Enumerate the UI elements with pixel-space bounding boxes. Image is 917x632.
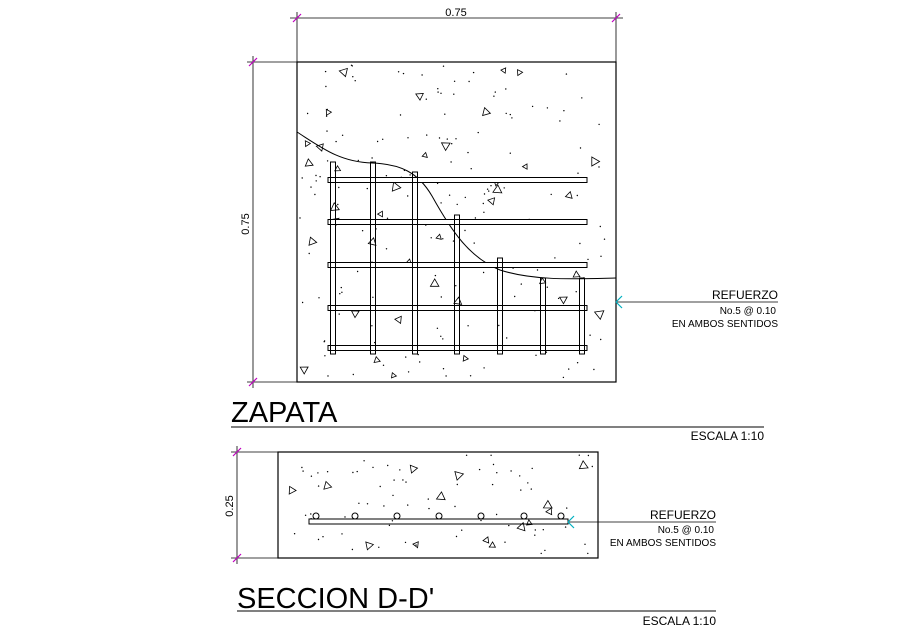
stipple-dot	[467, 325, 468, 326]
stipple-dot	[317, 472, 318, 473]
stipple-dot	[444, 114, 445, 115]
stipple-dot	[467, 152, 468, 153]
stipple-dot	[449, 195, 450, 196]
stipple-dot	[335, 141, 336, 142]
stipple-dot	[362, 230, 363, 231]
stipple-dot	[325, 71, 326, 72]
stipple-dot	[352, 76, 353, 77]
stipple-dot	[302, 302, 303, 303]
callout-spacing: No.5 @ 0.10	[719, 306, 776, 317]
stipple-dot	[398, 71, 399, 72]
stipple-dot	[392, 495, 393, 496]
rebar-callout	[616, 288, 778, 330]
stipple-dot	[457, 484, 458, 485]
stipple-dot	[598, 124, 599, 125]
stipple-dot	[358, 503, 359, 504]
aggregate-triangle	[326, 109, 331, 115]
rebar-cross-section	[521, 513, 527, 519]
stipple-dot	[581, 97, 582, 98]
stipple-dot	[547, 287, 548, 288]
stipple-dot	[532, 468, 533, 469]
stipple-dot	[598, 166, 599, 167]
stipple-dot	[428, 508, 429, 509]
aggregate-triangle	[595, 311, 604, 320]
rebar-cross-section	[313, 513, 319, 519]
stipple-dot	[325, 86, 326, 87]
break-line	[297, 132, 616, 279]
stipple-dot	[357, 471, 358, 472]
stipple-dot	[551, 194, 552, 195]
rebar-horizontal	[328, 220, 587, 225]
stipple-dot	[315, 175, 316, 176]
stipple-dot	[580, 147, 581, 148]
aggregate-triangle	[566, 192, 573, 199]
stipple-dot	[405, 542, 406, 543]
stipple-dot	[294, 533, 295, 534]
stipple-dot	[584, 544, 585, 545]
stipple-dot	[339, 313, 340, 314]
aggregate-triangle	[366, 542, 374, 550]
stipple-dot	[604, 239, 605, 240]
stipple-dot	[577, 173, 578, 174]
stipple-dot	[566, 73, 567, 74]
stipple-dot	[483, 272, 484, 273]
stipple-dot	[519, 475, 520, 476]
stipple-dot	[453, 94, 454, 95]
stipple-dot	[327, 375, 328, 376]
rebar-cross-section	[558, 513, 564, 519]
stipple-dot	[437, 328, 438, 329]
stipple-dot	[484, 193, 485, 194]
stipple-dot	[415, 544, 416, 545]
stipple-dot	[386, 175, 387, 176]
stipple-dot	[337, 204, 338, 205]
section-height-label: 0.25	[224, 495, 236, 517]
stipple-dot	[372, 297, 373, 298]
stipple-dot	[302, 470, 303, 471]
stipple-dot	[521, 283, 522, 284]
stipple-dot	[455, 138, 456, 139]
stipple-dot	[327, 471, 328, 472]
stipple-dot	[439, 137, 440, 138]
stipple-dot	[383, 365, 384, 366]
section-callout-spacing: No.5 @ 0.10	[657, 525, 714, 536]
rebar-vertical	[331, 162, 336, 354]
rebar-cross-section	[394, 513, 400, 519]
stipple-dot	[450, 161, 451, 162]
stipple-dot	[468, 81, 469, 82]
stipple-dot	[454, 506, 455, 507]
stipple-dot	[493, 96, 494, 97]
section-concrete-hatch	[289, 455, 593, 555]
aggregate-triangle	[560, 297, 568, 304]
stipple-dot	[451, 143, 452, 144]
stipple-dot	[407, 195, 408, 196]
stipple-dot	[447, 138, 448, 139]
stipple-dot	[464, 230, 465, 231]
stipple-dot	[492, 484, 493, 485]
stipple-dot	[454, 81, 455, 82]
stipple-dot	[510, 470, 511, 471]
stipple-dot	[402, 479, 403, 480]
rebar-cross-section	[352, 513, 358, 519]
stipple-dot	[461, 530, 462, 531]
stipple-dot	[378, 547, 379, 548]
section-rebar-callout	[568, 508, 716, 549]
stipple-dot	[299, 217, 300, 218]
stipple-dot	[457, 204, 458, 205]
stipple-dot	[465, 197, 466, 198]
section-view	[224, 446, 716, 628]
stipple-dot	[326, 130, 327, 131]
section-title: SECCION D-D'	[237, 583, 435, 615]
stipple-dot	[389, 525, 390, 526]
stipple-dot	[372, 467, 373, 468]
stipple-dot	[392, 520, 393, 521]
stipple-dot	[302, 177, 303, 178]
aggregate-triangle	[309, 237, 317, 245]
stipple-dot	[431, 237, 432, 238]
stipple-dot	[440, 202, 441, 203]
stipple-dot	[453, 240, 454, 241]
stipple-dot	[510, 114, 511, 115]
aggregate-triangle	[339, 68, 347, 76]
stipple-dot	[352, 472, 353, 473]
stipple-dot	[483, 203, 484, 204]
aggregate-triangle	[305, 159, 313, 166]
section-scale: ESCALA 1:10	[642, 614, 716, 628]
rebar-horizontal	[328, 263, 587, 268]
aggregate-triangle	[546, 508, 552, 514]
section-callout-direction: EN AMBOS SENTIDOS	[609, 538, 716, 549]
stipple-dot	[307, 113, 308, 114]
stipple-dot	[576, 291, 577, 292]
stipple-dot	[543, 529, 544, 530]
stipple-dot	[316, 180, 317, 181]
aggregate-triangle	[454, 297, 462, 304]
stipple-dot	[437, 91, 438, 92]
stipple-dot	[353, 374, 354, 375]
stipple-dot	[568, 368, 569, 369]
aggregate-triangle	[368, 238, 376, 246]
stipple-dot	[488, 190, 489, 191]
stipple-dot	[377, 141, 378, 142]
stipple-dot	[483, 367, 484, 368]
callout-direction: EN AMBOS SENTIDOS	[671, 319, 778, 330]
aggregate-triangle	[463, 356, 468, 362]
stipple-dot	[419, 361, 420, 362]
rebar-vertical	[371, 162, 376, 354]
stipple-dot	[338, 187, 339, 188]
stipple-dot	[508, 525, 509, 526]
stipple-dot	[587, 259, 588, 260]
stipple-dot	[341, 292, 342, 293]
stipple-dot	[324, 341, 325, 342]
stipple-dot	[443, 66, 444, 67]
stipple-dot	[442, 238, 443, 239]
stipple-dot	[480, 520, 481, 521]
aggregate-triangle	[455, 472, 464, 481]
stipple-dot	[547, 107, 548, 108]
stipple-dot	[399, 469, 400, 470]
aggregate-triangle	[483, 108, 491, 116]
stipple-dot	[466, 455, 467, 456]
stipple-dot	[327, 160, 328, 161]
stipple-dot	[532, 106, 533, 107]
stipple-dot	[310, 186, 311, 187]
aggregate-triangle	[395, 316, 402, 323]
width-dimension-label: 0.75	[445, 7, 467, 19]
stipple-dot	[474, 242, 475, 243]
stipple-dot	[565, 526, 566, 527]
stipple-dot	[496, 514, 497, 515]
aggregate-triangle	[592, 157, 600, 166]
stipple-dot	[319, 176, 320, 177]
aggregate-triangle	[483, 537, 489, 543]
section-rebar-dots	[313, 513, 564, 519]
stipple-dot	[318, 297, 319, 298]
stipple-dot	[588, 455, 589, 456]
stipple-dot	[563, 110, 564, 111]
stipple-dot	[405, 481, 406, 482]
stipple-dot	[440, 336, 441, 337]
stipple-dot	[490, 185, 491, 186]
stipple-dot	[301, 467, 302, 468]
stipple-dot	[577, 362, 578, 363]
stipple-dot	[577, 195, 578, 196]
stipple-dot	[440, 93, 441, 94]
stipple-dot	[352, 65, 353, 66]
stipple-dot	[442, 338, 443, 339]
rebar-grid	[328, 162, 587, 354]
stipple-dot	[309, 253, 310, 254]
aggregate-triangle	[518, 70, 523, 76]
rebar-cross-section	[436, 513, 442, 519]
aggregate-triangle	[305, 141, 310, 147]
stipple-dot	[421, 74, 422, 75]
stipple-dot	[579, 243, 580, 244]
stipple-dot	[579, 455, 580, 456]
stipple-dot	[445, 375, 446, 376]
stipple-dot	[566, 507, 567, 508]
aggregate-triangle	[300, 367, 308, 374]
stipple-dot	[511, 117, 512, 118]
stipple-dot	[483, 212, 484, 213]
stipple-dot	[498, 325, 499, 326]
stipple-dot	[506, 337, 507, 338]
plan-scale: ESCALA 1:10	[690, 429, 764, 443]
stipple-dot	[504, 542, 505, 543]
aggregate-triangle	[501, 68, 506, 73]
aggregate-triangle	[493, 185, 502, 193]
stipple-dot	[371, 157, 372, 158]
aggregate-triangle	[410, 465, 417, 473]
aggregate-triangle	[573, 271, 580, 277]
aggregate-triangle	[430, 279, 439, 286]
stipple-dot	[355, 80, 356, 81]
stipple-dot	[342, 135, 343, 136]
stipple-dot	[600, 339, 601, 340]
stipple-dot	[537, 269, 538, 270]
aggregate-triangle	[579, 461, 588, 469]
aggregate-triangle	[392, 182, 401, 191]
stipple-dot	[367, 503, 368, 504]
stipple-dot	[559, 120, 560, 121]
stipple-dot	[426, 99, 427, 100]
stipple-dot	[339, 293, 340, 294]
stipple-dot	[531, 488, 532, 489]
stipple-dot	[541, 553, 542, 554]
rebar-vertical	[541, 278, 546, 354]
aggregate-triangle	[378, 211, 383, 217]
stipple-dot	[478, 132, 479, 133]
stipple-dot	[387, 465, 388, 466]
stipple-dot	[587, 553, 588, 554]
stipple-dot	[318, 485, 319, 486]
stipple-dot	[443, 368, 444, 369]
stipple-dot	[441, 296, 442, 297]
aggregate-triangle	[489, 542, 495, 547]
stipple-dot	[490, 455, 491, 456]
stipple-dot	[428, 498, 429, 499]
plan-view	[231, 7, 778, 443]
stipple-dot	[535, 355, 536, 356]
stipple-dot	[358, 160, 359, 161]
stipple-dot	[407, 137, 408, 138]
stipple-dot	[592, 466, 593, 467]
rebar-vertical	[580, 278, 585, 354]
rebar-horizontal	[328, 178, 587, 183]
stipple-dot	[475, 217, 476, 218]
aggregate-triangle	[392, 373, 397, 378]
aggregate-triangle	[352, 311, 360, 318]
aggregate-triangle	[543, 501, 552, 509]
stipple-dot	[407, 504, 408, 505]
callout-title: REFUERZO	[712, 288, 778, 302]
stipple-dot	[487, 189, 488, 190]
aggregate-triangle	[488, 198, 495, 205]
aggregate-triangle	[437, 492, 446, 500]
stipple-dot	[311, 476, 312, 477]
aggregate-triangle	[436, 234, 441, 239]
stipple-dot	[405, 356, 406, 357]
aggregate-triangle	[374, 357, 380, 363]
stipple-dot	[558, 298, 559, 299]
stipple-dot	[310, 513, 311, 514]
stipple-dot	[400, 114, 401, 115]
stipple-dot	[493, 464, 494, 465]
stipple-dot	[435, 275, 436, 276]
stipple-dot	[534, 535, 535, 536]
stipple-dot	[341, 287, 342, 288]
stipple-dot	[496, 472, 497, 473]
stipple-dot	[520, 489, 521, 490]
stipple-dot	[403, 73, 404, 74]
stipple-dot	[408, 371, 409, 372]
stipple-dot	[383, 505, 384, 506]
stipple-dot	[352, 549, 353, 550]
aggregate-triangle	[442, 143, 451, 151]
plan-title: ZAPATA	[231, 397, 338, 429]
stipple-dot	[479, 469, 480, 470]
stipple-dot	[505, 88, 506, 89]
aggregate-triangle	[416, 94, 424, 101]
stipple-dot	[589, 335, 590, 336]
section-callout-title: REFUERZO	[650, 508, 716, 522]
stipple-dot	[544, 550, 545, 551]
stipple-dot	[409, 174, 410, 175]
stipple-dot	[510, 153, 511, 154]
stipple-dot	[455, 285, 456, 286]
height-dimension-label: 0.75	[240, 213, 252, 235]
stipple-dot	[322, 536, 323, 537]
stipple-dot	[314, 194, 315, 195]
stipple-dot	[363, 460, 364, 461]
stipple-dot	[471, 168, 472, 169]
stipple-dot	[380, 486, 381, 487]
rebar-horizontal	[328, 306, 587, 311]
stipple-dot	[473, 72, 474, 73]
rebar-horizontal	[328, 346, 587, 351]
stipple-dot	[426, 134, 427, 135]
stipple-dot	[387, 218, 388, 219]
stipple-dot	[495, 91, 496, 92]
stipple-dot	[324, 355, 325, 356]
stipple-dot	[367, 188, 368, 189]
left-dimension	[240, 56, 297, 388]
stipple-dot	[371, 325, 372, 326]
stipple-dot	[514, 296, 515, 297]
stipple-dot	[437, 88, 438, 89]
stipple-dot	[393, 479, 394, 480]
stipple-dot	[357, 271, 358, 272]
stipple-dot	[344, 516, 345, 517]
stipple-dot	[506, 113, 507, 114]
aggregate-triangle	[523, 164, 528, 169]
stipple-dot	[504, 187, 505, 188]
aggregate-triangle	[324, 482, 332, 490]
stipple-dot	[386, 248, 387, 249]
rebar-cross-section	[478, 513, 484, 519]
stipple-dot	[563, 377, 564, 378]
stipple-dot	[535, 529, 536, 530]
stipple-dot	[554, 257, 555, 258]
stipple-dot	[470, 375, 471, 376]
aggregate-triangle	[289, 486, 296, 494]
section-height-dimension	[224, 446, 278, 564]
stipple-dot	[600, 256, 601, 257]
stipple-dot	[382, 139, 383, 140]
stipple-dot	[305, 515, 306, 516]
aggregate-triangle	[422, 153, 427, 158]
top-dimension	[290, 7, 623, 62]
stipple-dot	[318, 539, 319, 540]
stipple-dot	[527, 482, 528, 483]
stipple-dot	[456, 536, 457, 537]
stipple-dot	[600, 226, 601, 227]
stipple-dot	[341, 533, 342, 534]
stipple-dot	[593, 369, 594, 370]
